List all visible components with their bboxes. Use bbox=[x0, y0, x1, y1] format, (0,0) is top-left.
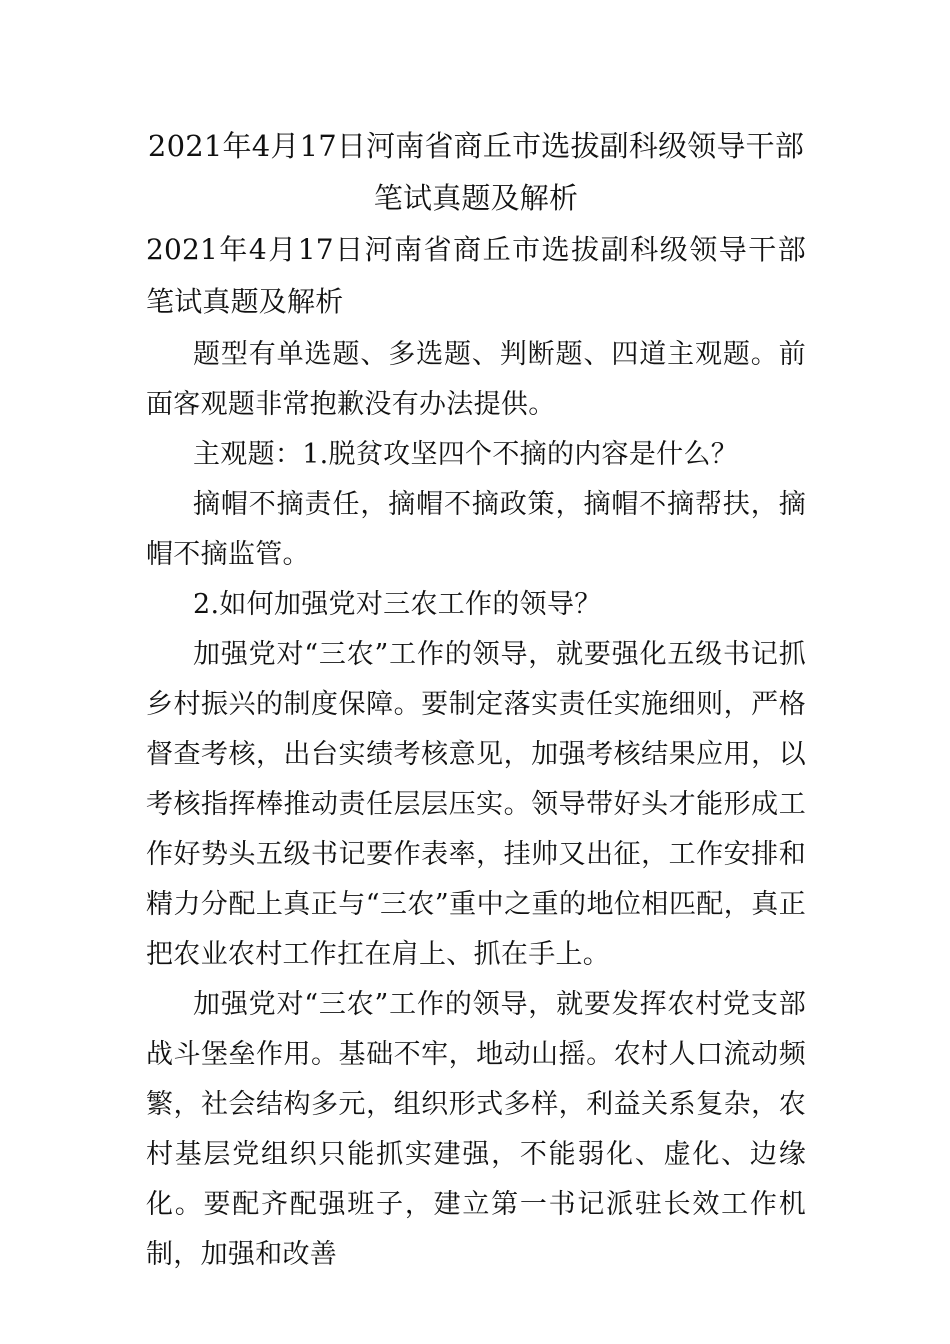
paragraph-question-1: 主观题：1.脱贫攻坚四个不摘的内容是什么？ bbox=[193, 439, 739, 470]
document-page bbox=[146, 120, 806, 1280]
paragraph-answer-2-part-1: 加强党对“三农”工作的领导，就要强化五级书记抓乡村振兴的制度保障。要制定落实责任实施细则，严格督查考核，出台实绩考核意见，加强考核结果应用，以考核指挥棒推动责任层层压实。领导带好头才能形成工作好势头五级书记要作表率，挂帅又出征，工作安排和精力分配上真正与“三农”重中之重的地位相匹配，真正把农业农村工作扛在肩上、抓在手上。 bbox=[146, 639, 806, 970]
document-subtitle: 2021年4月17日河南省商丘市选拔副科级领导干部笔试真题及解析 bbox=[146, 233, 806, 318]
paragraph-question-2: 2.如何加强党对三农工作的领导？ bbox=[193, 589, 602, 620]
paragraph-answer-1: 摘帽不摘责任，摘帽不摘政策，摘帽不摘帮扶，摘帽不摘监管。 bbox=[146, 489, 806, 570]
document-title: 2021年4月17日河南省商丘市选拔副科级领导干部笔试真题及解析 bbox=[147, 129, 805, 215]
paragraph-question-types: 题型有单选题、多选题、判断题、四道主观题。前面客观题非常抱歉没有办法提供。 bbox=[146, 339, 806, 420]
paragraph-answer-2-part-2: 加强党对“三农”工作的领导，就要发挥农村党支部战斗堡垒作用。基础不牢，地动山摇。农村人口流动频繁，社会结构多元，组织形式多样，利益关系复杂，农村基层党组织只能抓实建强，不能弱化、虚化、边缘化。要配齐配强班子，建立第一书记派驻长效工作机制，加强和改善 bbox=[146, 989, 806, 1270]
